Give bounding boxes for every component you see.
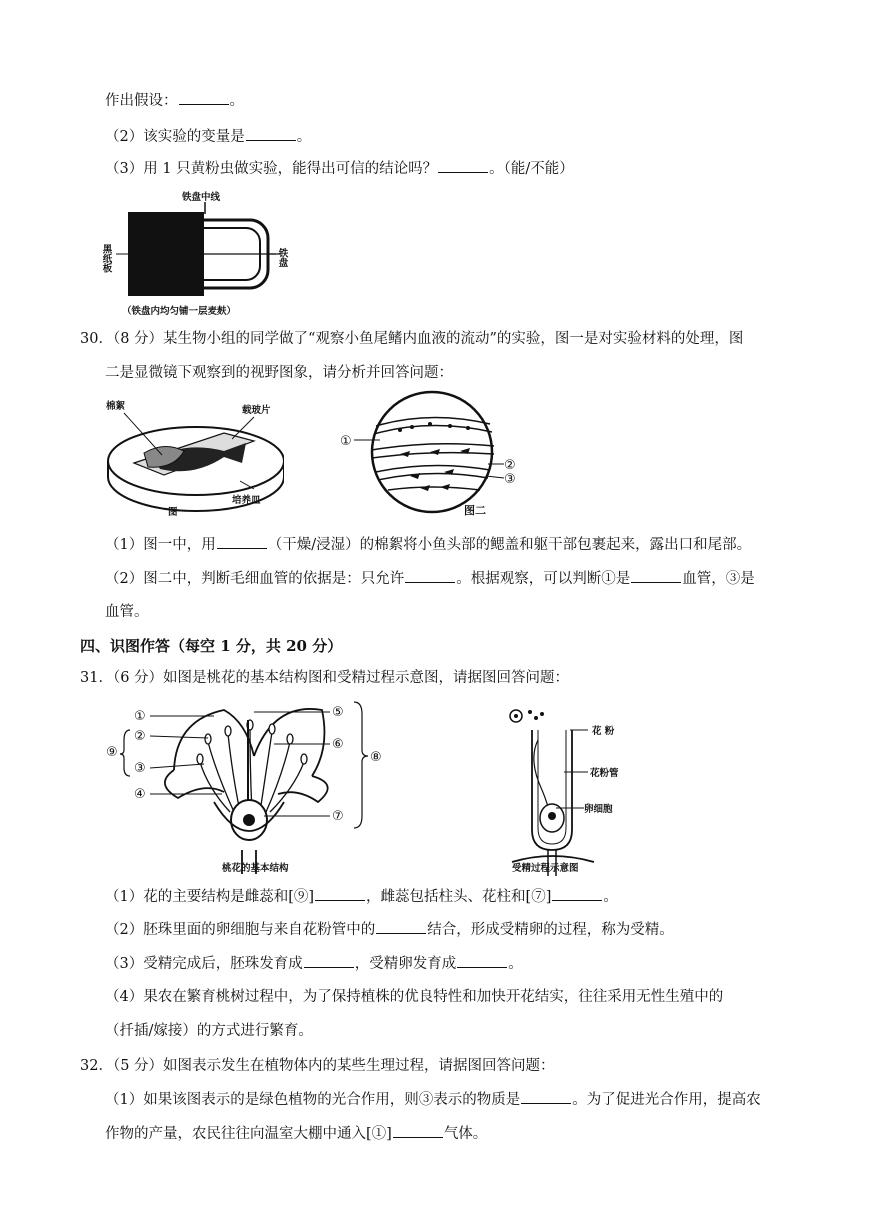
q31-fertilization-figure — [498, 700, 628, 876]
q29-sub2-text: （2）该实验的变量是 — [105, 129, 245, 145]
q30-sub2-text: （2）图二中，判断毛细血管的依据是：只允许 — [105, 571, 405, 587]
tray-label: 铁盘 — [276, 248, 288, 267]
q31-sub3-text: （3）受精完成后，胚珠发育成 — [105, 956, 303, 972]
answer-blank[interactable] — [246, 126, 296, 141]
answer-blank[interactable] — [217, 534, 267, 549]
vessel-2-label: ② — [504, 458, 516, 473]
q31-sub3 — [105, 953, 523, 974]
q29-sub3 — [105, 158, 574, 179]
vessel-1-label: ① — [340, 434, 352, 449]
q29-hypothesis-suffix: 。 — [229, 93, 244, 109]
q30-sub2 — [105, 568, 755, 589]
q31-sub2-suffix: 结合，形成受精卵的过程，称为受精。 — [427, 922, 674, 938]
black-board-label — [101, 243, 113, 273]
tray-caption: （铁盘内均匀铺一层麦麸） — [122, 306, 237, 317]
flower-label-9: ⑨ — [106, 745, 118, 760]
flower-label-8: ⑧ — [370, 750, 382, 765]
q29-sub3-text: （3）用 1 只黄粉虫做实验，能得出可信的结论吗？ — [105, 161, 438, 177]
flower-label-5: ⑤ — [332, 705, 344, 720]
q31-sub1-mid: ，雌蕊包括柱头、花柱和[⑦] — [366, 889, 552, 905]
fig2-caption: 图二 — [464, 504, 486, 517]
q30-sub2-mid2: 血管，③是 — [682, 571, 755, 587]
q29-sub2-suffix: 。 — [296, 129, 312, 145]
q30-figure-1 — [104, 393, 284, 521]
answer-blank[interactable] — [315, 886, 365, 901]
answer-blank[interactable] — [631, 568, 681, 583]
answer-blank[interactable] — [405, 568, 455, 583]
answer-blank[interactable] — [304, 953, 354, 968]
flower-caption: 桃花的基本结构 — [222, 863, 289, 874]
flower-label-4: ④ — [134, 787, 146, 802]
q31-sub1 — [105, 886, 618, 907]
egg-cell-label: 卵细胞 — [584, 804, 613, 815]
q30-sub1 — [105, 534, 751, 555]
flower-label-1: ① — [134, 709, 146, 724]
q32-sub1-line2-suffix: 气体。 — [443, 1126, 488, 1142]
answer-blank[interactable] — [438, 158, 488, 173]
dish-label: 培养皿 — [232, 495, 261, 506]
pollen-tube-label: 花粉管 — [590, 768, 619, 779]
q32-sub1-suffix: 。为了促进光合作用，提高农 — [572, 1092, 761, 1108]
q32-sub1-line2 — [105, 1123, 487, 1144]
q31-sub3-mid: ，受精卵发育成 — [354, 956, 457, 972]
pollen-label: 花 粉 — [592, 726, 615, 737]
flower-label-3: ③ — [134, 761, 146, 776]
q29-sub2 — [105, 126, 311, 147]
q32-stem: 32．（5 分）如图表示发生在植物体内的某些生理过程，请据图回答问题： — [80, 1058, 555, 1074]
q29-sub3-suffix: 。（能/不能） — [489, 161, 574, 177]
q30-sub2-mid1: 。根据观察，可以判断①是 — [456, 571, 631, 587]
q32-sub1-line2-text: 作物的产量，农民往往向温室大棚中通入[①] — [105, 1126, 392, 1142]
q31-stem: 31．（6 分）如图是桃花的基本结构图和受精过程示意图，请据图回答问题： — [80, 670, 570, 686]
answer-blank[interactable] — [393, 1123, 443, 1138]
answer-blank[interactable] — [376, 919, 426, 934]
q31-sub1-text: （1）花的主要结构是雌蕊和[⑨] — [105, 889, 315, 905]
q31-sub4-line1: （4）果农在繁育桃树过程中，为了保持植株的优良特性和加快开花结实，往往采用无性生殖中的 — [105, 989, 724, 1005]
q32-sub1 — [105, 1089, 761, 1110]
flower-label-7: ⑦ — [332, 809, 344, 824]
q30-stem-line1: 30．（8 分）某生物小组的同学做了“观察小鱼尾鳍内血液的流动”的实验，图一是对实验材料的处理，图 — [80, 331, 744, 347]
q30-figure-2 — [340, 390, 530, 520]
vessel-3-label: ③ — [504, 472, 516, 487]
q29-hypothesis — [105, 90, 244, 111]
section-4-title: 四、识图作答（每空 1 分，共 20 分） — [80, 637, 343, 655]
q31-sub1-suffix: 。 — [603, 889, 618, 905]
black-board-label-text: 黑纸板 — [100, 244, 112, 273]
fig1-caption: 图一 — [168, 507, 188, 518]
q30-sub1-suffix: （干燥/浸湿）的棉絮将小鱼头部的鳃盖和躯干部包裹起来，露出口和尾部。 — [267, 537, 752, 553]
cotton-label: 棉絮 — [106, 401, 126, 412]
answer-blank[interactable] — [457, 953, 507, 968]
q30-stem-line2: 二是显微镜下观察到的视野图象，请分析并回答问题： — [105, 365, 453, 381]
answer-blank[interactable] — [179, 90, 229, 105]
q31-sub3-suffix: 。 — [508, 956, 523, 972]
q29-hypothesis-text: 作出假设： — [105, 93, 178, 109]
flower-label-6: ⑥ — [332, 737, 344, 752]
q30-sub2-line2: 血管。 — [105, 604, 149, 620]
q31-flower-figure — [104, 692, 414, 874]
q32-sub1-text: （1）如果该图表示的是绿色植物的光合作用，则③表示的物质是 — [105, 1092, 521, 1108]
fertilization-caption: 受精过程示意图 — [512, 863, 579, 874]
q30-sub1-text: （1）图一中，用 — [105, 537, 216, 553]
q29-tray-figure — [100, 188, 300, 320]
tray-midline-label: 铁盘中线 — [182, 192, 221, 203]
answer-blank[interactable] — [521, 1089, 571, 1104]
q31-sub2-text: （2）胚珠里面的卵细胞与来自花粉管中的 — [105, 922, 376, 938]
q31-sub2 — [105, 919, 674, 940]
q31-sub4-line2: （扦插/嫁接）的方式进行繁育。 — [105, 1023, 313, 1039]
flower-label-2: ② — [134, 729, 146, 744]
answer-blank[interactable] — [552, 886, 602, 901]
slide-label: 载玻片 — [242, 405, 271, 416]
